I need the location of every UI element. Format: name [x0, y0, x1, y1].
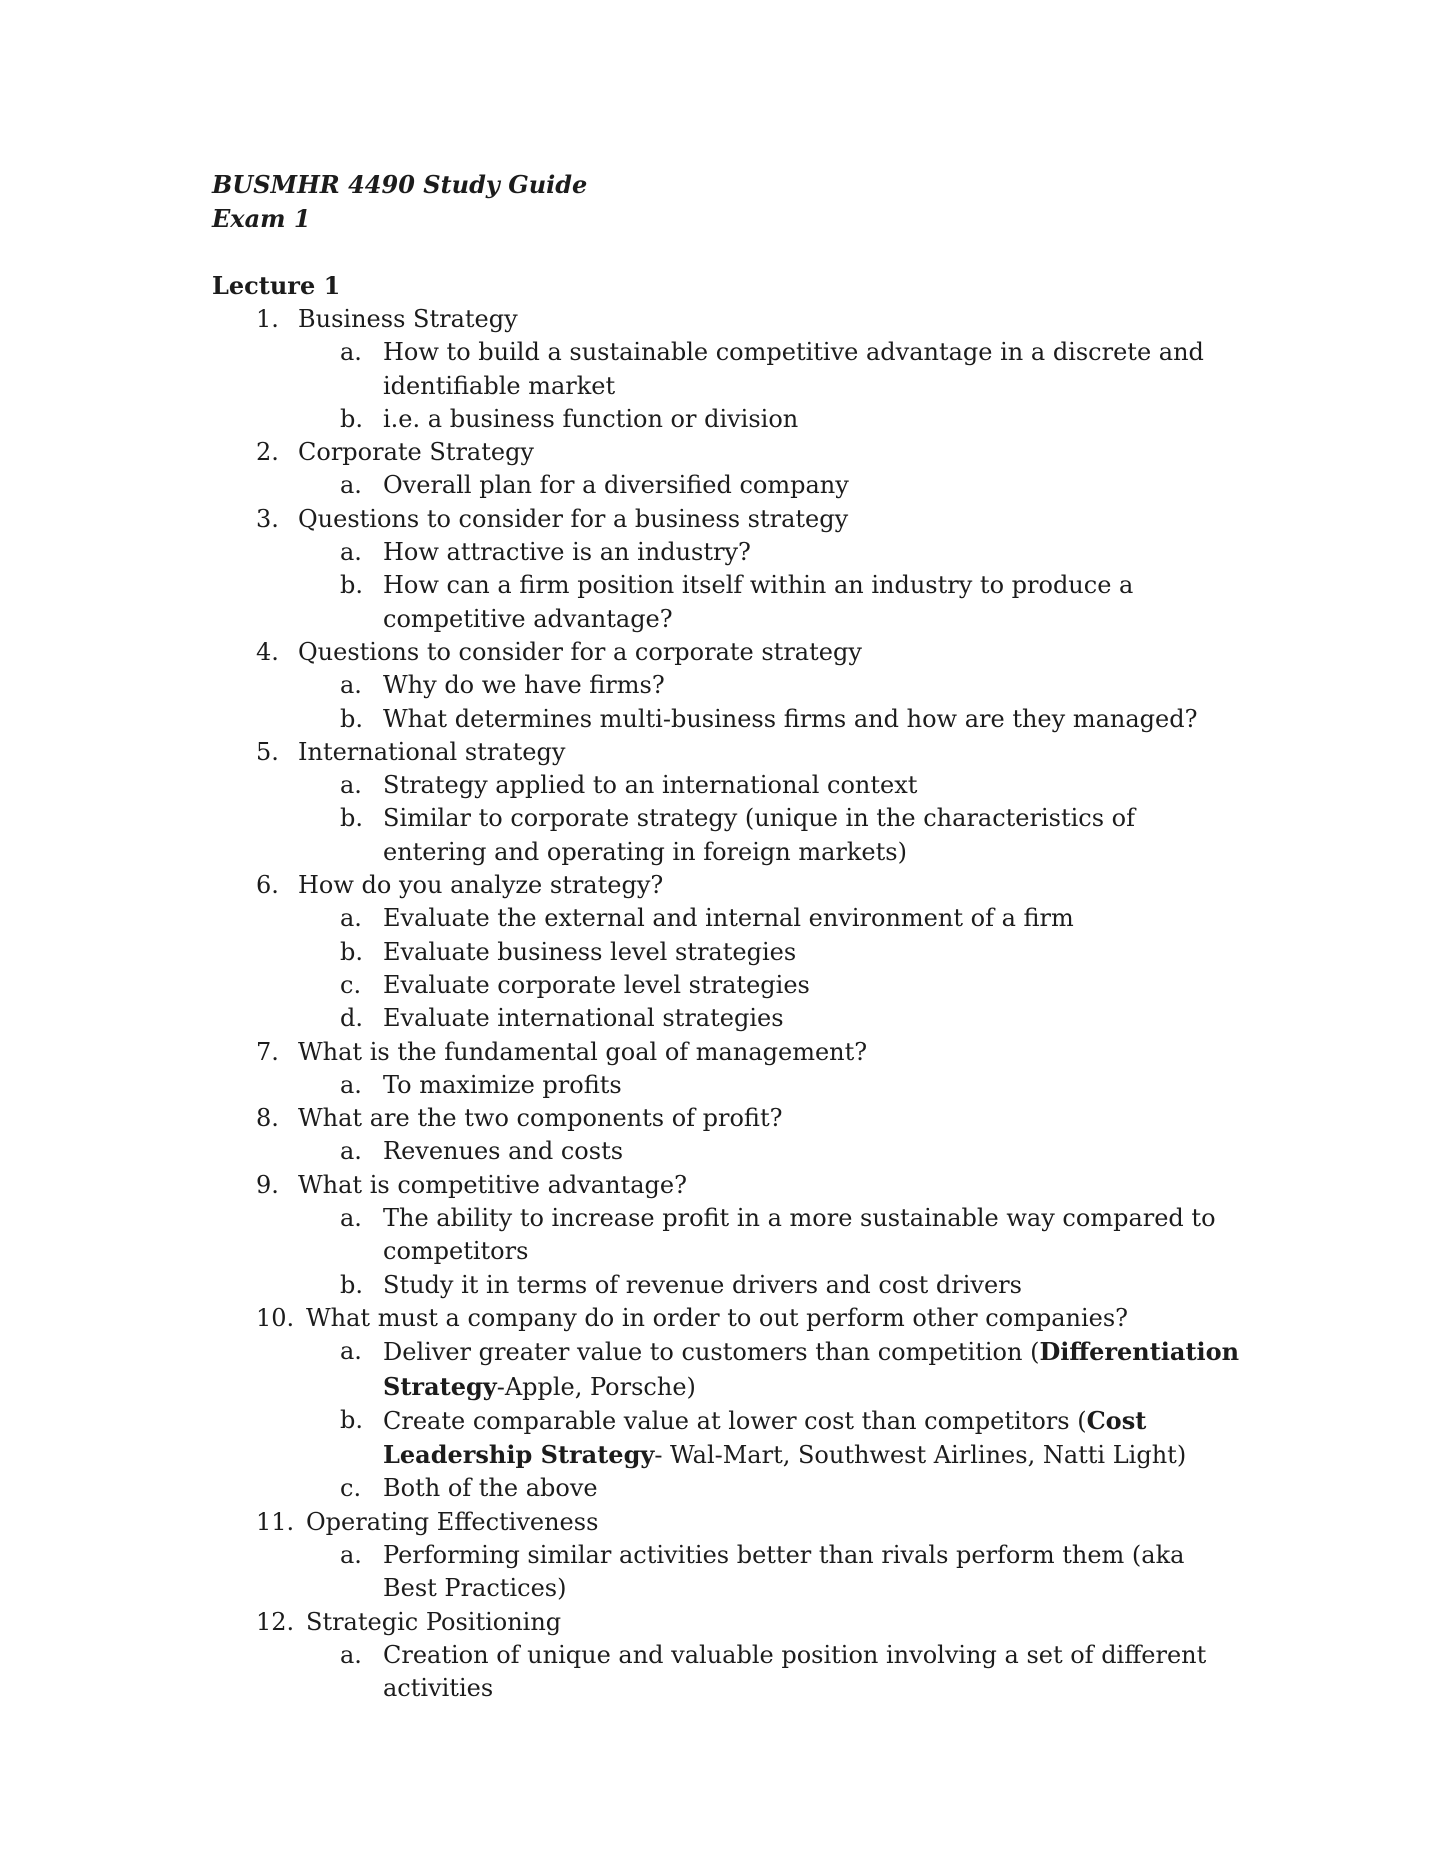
strategy-term: Differentiation Strategy — [383, 1337, 1240, 1401]
outline-subitem — [0, 1472, 1243, 1505]
outline-item-text: What is the fundamental goal of management? — [298, 1037, 868, 1066]
outline-item-number: 7. — [256, 1037, 279, 1066]
outline-subitem-text: i.e. a business function or division — [383, 404, 799, 433]
outline-item-text: Strategic Positioning — [306, 1607, 562, 1636]
outline-subitem-text: How to build a sustainable competitive advantage in a discrete and identifiable market — [383, 338, 1204, 400]
outline-item — [0, 1102, 1258, 1135]
outline-item-number: 4. — [256, 637, 279, 666]
outline-subitem-letter: c. — [340, 970, 362, 999]
outline-subitem-text: Both of the above — [383, 1474, 598, 1503]
outline-subitem-letter: a. — [340, 1337, 362, 1366]
outline-subitem-letter: b. — [340, 1270, 363, 1299]
outline-subitem — [0, 703, 1243, 736]
outline-subitem — [0, 769, 1243, 802]
outline-item — [0, 303, 1258, 336]
outline-subitem-letter: a. — [340, 1204, 362, 1233]
outline-item-number: 8. — [256, 1104, 279, 1133]
outline-item — [0, 636, 1258, 669]
strategy-term: Cost Leadership Strategy — [383, 1405, 1147, 1470]
outline-item-text: What is competitive advantage? — [298, 1170, 687, 1199]
outline-subitem-letter: b. — [340, 704, 363, 733]
outline-subitem — [0, 1069, 1243, 1102]
outline-item — [0, 1302, 1266, 1335]
outline-subitem-text: Overall plan for a diversified company — [383, 471, 849, 500]
outline-subitem-text-tail: - Wal-Mart, Southwest Airlines, Natti Light) — [654, 1441, 1187, 1470]
outline-subitem — [0, 1639, 1243, 1706]
outline-list — [0, 303, 1456, 1705]
outline-item-number: 10. — [256, 1303, 295, 1332]
outline-item — [0, 869, 1258, 902]
outline-subitem-letter: c. — [340, 1474, 362, 1503]
outline-subitem-text: What determines multi-business firms and how are they managed? — [383, 704, 1198, 733]
outline-subitem-text: Evaluate the external and internal environment of a firm — [383, 904, 1074, 933]
outline-subitem-text: The ability to increase profit in a more sustainable way compared to competitors — [383, 1204, 1216, 1266]
outline-subitem-text: Evaluate international strategies — [383, 1004, 784, 1033]
outline-subitem — [0, 569, 1243, 636]
outline-item — [0, 1169, 1258, 1202]
outline-subitem-text: Deliver greater value to customers than competition ( — [383, 1338, 1040, 1367]
outline-item-text: Corporate Strategy — [298, 438, 534, 467]
outline-subitem-letter: a. — [340, 1070, 362, 1099]
outline-item-text: What are the two components of profit? — [298, 1104, 783, 1133]
outline-subitem — [0, 802, 1243, 869]
outline-subitem-letter: a. — [340, 1640, 362, 1669]
outline-item — [0, 1506, 1266, 1539]
outline-item-number: 11. — [256, 1507, 295, 1536]
outline-subitem-text: To maximize profits — [383, 1070, 622, 1099]
outline-item — [0, 436, 1258, 469]
outline-subitem-text: Evaluate corporate level strategies — [383, 970, 810, 999]
outline-subitem-text: Study it in terms of revenue drivers and cost drivers — [383, 1270, 1022, 1299]
outline-subitem-letter: b. — [340, 937, 363, 966]
outline-subitem — [0, 403, 1243, 436]
outline-subitem-text: Evaluate business level strategies — [383, 937, 797, 966]
outline-subitem-text: Strategy applied to an international context — [383, 771, 918, 800]
outline-subitem-letter: a. — [340, 671, 362, 700]
outline-item — [0, 503, 1258, 536]
document-title: BUSMHR 4490 Study Guide — [212, 170, 588, 199]
document-subtitle: Exam 1 — [212, 204, 311, 233]
outline-subitem-text: Similar to corporate strategy (unique in the characteristics of entering and operating in foreign markets) — [383, 804, 1136, 866]
outline-item-number: 6. — [256, 871, 279, 900]
outline-subitem — [0, 669, 1243, 702]
outline-subitem — [0, 336, 1243, 403]
outline-item-text: Questions to consider for a corporate strategy — [298, 637, 862, 666]
title-block — [212, 168, 587, 236]
outline-item-text: Questions to consider for a business strategy — [298, 504, 849, 533]
outline-subitem — [0, 902, 1243, 935]
outline-item-number: 12. — [256, 1607, 295, 1636]
outline-subitem-text: Create comparable value at lower cost than competitors ( — [383, 1406, 1087, 1435]
outline-subitem-text: How attractive is an industry? — [383, 538, 751, 567]
outline-subitem-letter: a. — [340, 471, 362, 500]
outline-subitem-text: Why do we have firms? — [383, 671, 665, 700]
outline-subitem-letter: a. — [340, 1540, 362, 1569]
outline-item-text: International strategy — [298, 737, 566, 766]
outline-subitem-letter: a. — [340, 338, 362, 367]
outline-subitem-text: How can a firm position itself within an industry to produce a competitive advantage? — [383, 571, 1134, 633]
outline-item — [0, 736, 1258, 769]
outline-subitem-letter: b. — [340, 571, 363, 600]
outline-subitem-letter: d. — [340, 1004, 363, 1033]
outline-item-number: 3. — [256, 504, 279, 533]
outline-item — [0, 1606, 1266, 1639]
outline-subitem-letter: a. — [340, 1137, 362, 1166]
outline-item-number: 9. — [256, 1170, 279, 1199]
outline-subitem-letter: b. — [340, 804, 363, 833]
outline-item-number: 5. — [256, 737, 279, 766]
outline-subitem-letter: a. — [340, 538, 362, 567]
outline-item-number: 1. — [256, 305, 279, 333]
outline-subitem — [0, 1539, 1243, 1606]
outline-subitem-text: Revenues and costs — [383, 1137, 624, 1166]
outline-subitem — [0, 469, 1243, 502]
outline-subitem-text-tail: -Apple, Porsche) — [496, 1372, 696, 1401]
outline-item-number: 2. — [256, 438, 279, 467]
outline-item-text: What must a company do in order to out perform other companies? — [306, 1303, 1129, 1332]
outline-subitem — [0, 969, 1243, 1002]
outline-item — [0, 1036, 1258, 1069]
outline-subitem — [0, 1404, 1243, 1473]
outline-subitem-letter: a. — [340, 904, 362, 933]
outline-subitem — [0, 1202, 1243, 1269]
outline-item-text: Business Strategy — [298, 305, 518, 333]
outline-subitem — [0, 1135, 1243, 1168]
outline-subitem — [0, 536, 1243, 569]
lecture-heading: Lecture 1 — [212, 271, 341, 300]
outline-subitem-letter: a. — [340, 771, 362, 800]
outline-subitem-letter: b. — [340, 404, 363, 433]
outline-subitem — [0, 1335, 1243, 1404]
outline-subitem — [0, 936, 1243, 969]
outline-item-text: Operating Effectiveness — [306, 1507, 599, 1536]
outline-subitem-text: Performing similar activities better than rivals perform them (aka Best Practices) — [383, 1540, 1185, 1603]
outline-subitem — [0, 1002, 1243, 1035]
outline-subitem-letter: b. — [340, 1405, 363, 1434]
outline-subitem — [0, 1269, 1243, 1302]
outline-subitem-text: Creation of unique and valuable position involving a set of different activities — [383, 1640, 1207, 1703]
outline-item-text: How do you analyze strategy? — [298, 871, 664, 900]
